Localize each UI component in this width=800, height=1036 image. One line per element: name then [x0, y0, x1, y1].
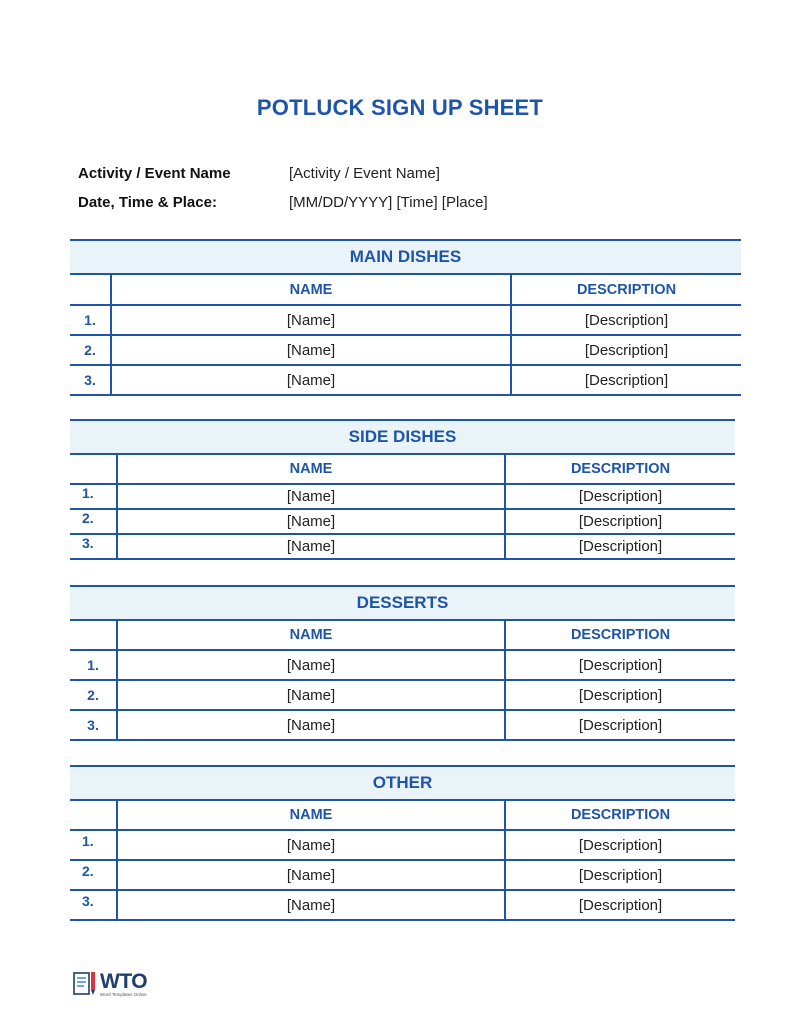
name-cell[interactable]: [Name] — [112, 336, 512, 364]
name-cell[interactable]: [Name] — [118, 831, 506, 859]
name-cell[interactable]: [Name] — [112, 306, 512, 334]
table-row — [70, 306, 741, 336]
name-cell[interactable]: [Name] — [118, 485, 506, 508]
section-title: OTHER — [70, 765, 735, 801]
description-cell[interactable]: [Description] — [578, 866, 663, 884]
table-row — [70, 366, 741, 396]
section-desserts — [70, 585, 735, 741]
name-cell[interactable]: [Name] — [112, 366, 512, 394]
description-cell[interactable]: [Description] — [578, 513, 663, 530]
description-cell[interactable]: [Description] — [578, 488, 663, 505]
row-number: 2. — [70, 336, 112, 364]
section-side-dishes — [70, 419, 735, 560]
description-cell[interactable]: [Description] — [578, 656, 663, 674]
table-row — [70, 831, 735, 861]
number-header — [70, 455, 118, 483]
page-title: POTLUCK SIGN UP SHEET — [256, 95, 544, 120]
table-header — [70, 621, 735, 651]
row-number: 2. — [70, 510, 118, 533]
name-cell[interactable]: [Name] — [118, 891, 506, 919]
table-row — [70, 861, 735, 891]
name-cell[interactable]: [Name] — [118, 651, 506, 679]
description-cell[interactable]: [Description] — [578, 896, 663, 914]
description-header: DESCRIPTION — [570, 461, 671, 477]
description-cell[interactable]: [Description] — [578, 686, 663, 704]
logo-subtitle: Word Templates Online — [100, 992, 147, 997]
row-number: 1. — [70, 306, 112, 334]
row-number: 3. — [70, 366, 112, 394]
description-cell[interactable]: [Description] — [584, 311, 669, 329]
table-row — [70, 535, 735, 560]
row-number: 3. — [70, 535, 118, 558]
section-other — [70, 765, 735, 921]
description-cell[interactable]: [Description] — [584, 371, 669, 389]
name-header: NAME — [118, 621, 506, 649]
table-row — [70, 711, 735, 741]
section-title: SIDE DISHES — [70, 419, 735, 455]
table-row — [70, 510, 735, 535]
row-number: 3. — [70, 891, 118, 919]
row-number: 3. — [70, 711, 118, 739]
name-cell[interactable]: [Name] — [118, 681, 506, 709]
event-name-label: Activity / Event Name — [78, 165, 231, 182]
number-header — [70, 621, 118, 649]
description-cell[interactable]: [Description] — [578, 716, 663, 734]
date-time-place-label: Date, Time & Place: — [78, 194, 217, 211]
table-header — [70, 801, 735, 831]
description-header: DESCRIPTION — [570, 627, 671, 643]
description-header: DESCRIPTION — [570, 807, 671, 823]
table-row — [70, 651, 735, 681]
name-cell[interactable]: [Name] — [118, 711, 506, 739]
section-main-dishes — [70, 239, 741, 396]
table-header — [70, 275, 741, 306]
name-cell[interactable]: [Name] — [118, 861, 506, 889]
section-title: MAIN DISHES — [70, 239, 741, 275]
description-cell[interactable]: [Description] — [584, 341, 669, 359]
event-name-value[interactable]: [Activity / Event Name] — [289, 165, 440, 182]
table-header — [70, 455, 735, 485]
row-number: 1. — [70, 651, 118, 679]
document-pencil-icon — [72, 970, 98, 998]
row-number: 2. — [70, 681, 118, 709]
description-header: DESCRIPTION — [576, 281, 677, 298]
table-row — [70, 336, 741, 366]
description-cell[interactable]: [Description] — [578, 538, 663, 555]
name-cell[interactable]: [Name] — [118, 510, 506, 533]
number-header — [70, 801, 118, 829]
logo-text: WTO — [100, 970, 148, 993]
table-row — [70, 681, 735, 711]
row-number: 1. — [70, 485, 118, 508]
name-cell[interactable]: [Name] — [118, 535, 506, 558]
date-time-place-value[interactable]: [MM/DD/YYYY] [Time] [Place] — [289, 194, 488, 211]
row-number: 1. — [70, 831, 118, 859]
row-number: 2. — [70, 861, 118, 889]
name-header: NAME — [118, 801, 506, 829]
section-title: DESSERTS — [70, 585, 735, 621]
table-row — [70, 485, 735, 510]
description-cell[interactable]: [Description] — [578, 836, 663, 854]
name-header: NAME — [118, 455, 506, 483]
name-header: NAME — [112, 275, 512, 304]
wto-logo — [72, 970, 162, 1000]
number-header — [70, 275, 112, 304]
table-row — [70, 891, 735, 921]
